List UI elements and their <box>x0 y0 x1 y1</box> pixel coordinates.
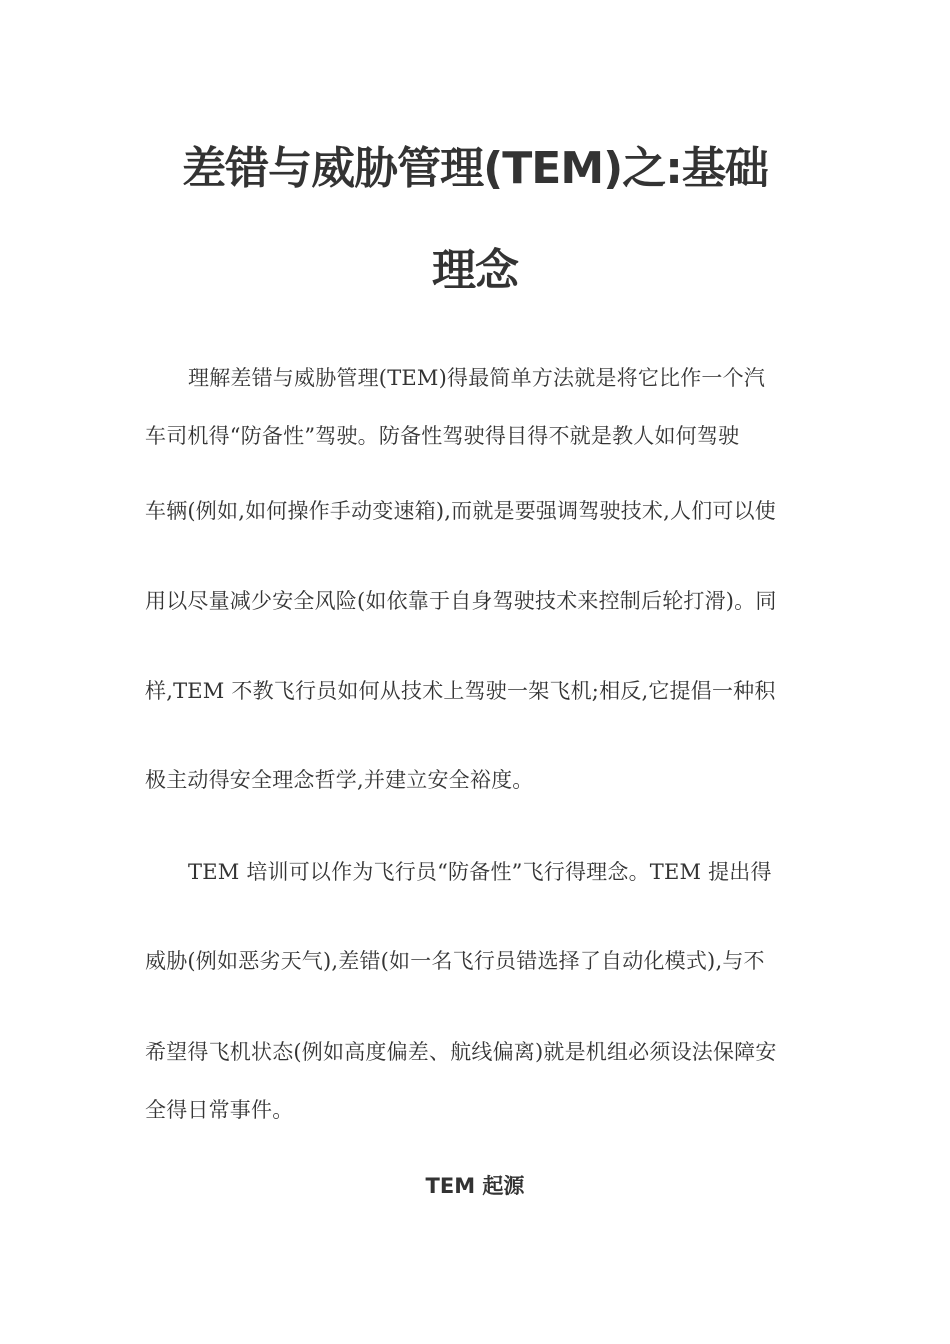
paragraph-1-line-3: 车辆(例如,如何操作手动变速箱),而就是要强调驾驶技术,人们可以使 <box>145 499 777 523</box>
paragraph-1-line-4: 用以尽量减少安全风险(如依靠于自身驾驶技术来控制后轮打滑)。同 <box>145 589 777 613</box>
paragraph-1-line-6: 极主动得安全理念哲学,并建立安全裕度。 <box>145 768 534 792</box>
paragraph-1-line-2: 车司机得“防备性”驾驶。防备性驾驶得目得不就是教人如何驾驶 <box>145 424 740 448</box>
paragraph-1-line-5: 样,TEM 不教飞行员如何从技术上驾驶一架飞机;相反,它提倡一种积 <box>145 679 776 703</box>
paragraph-1-line-1: 理解差错与威胁管理(TEM)得最简单方法就是将它比作一个汽 <box>188 366 766 390</box>
section-heading: TEM 起源 <box>425 1174 525 1198</box>
document-title-line-2: 理念 <box>432 245 518 296</box>
paragraph-2-line-1: TEM 培训可以作为飞行员“防备性”飞行得理念。TEM 提出得 <box>188 860 772 884</box>
document-title-line-1: 差错与威胁管理(TEM)之:基础 <box>182 143 768 194</box>
paragraph-2-line-2: 威胁(例如恶劣天气),差错(如一名飞行员错选择了自动化模式),与不 <box>145 949 765 973</box>
paragraph-2-line-4: 全得日常事件。 <box>145 1098 294 1122</box>
paragraph-2-line-3: 希望得飞机状态(例如高度偏差、航线偏离)就是机组必须设法保障安 <box>145 1040 777 1064</box>
